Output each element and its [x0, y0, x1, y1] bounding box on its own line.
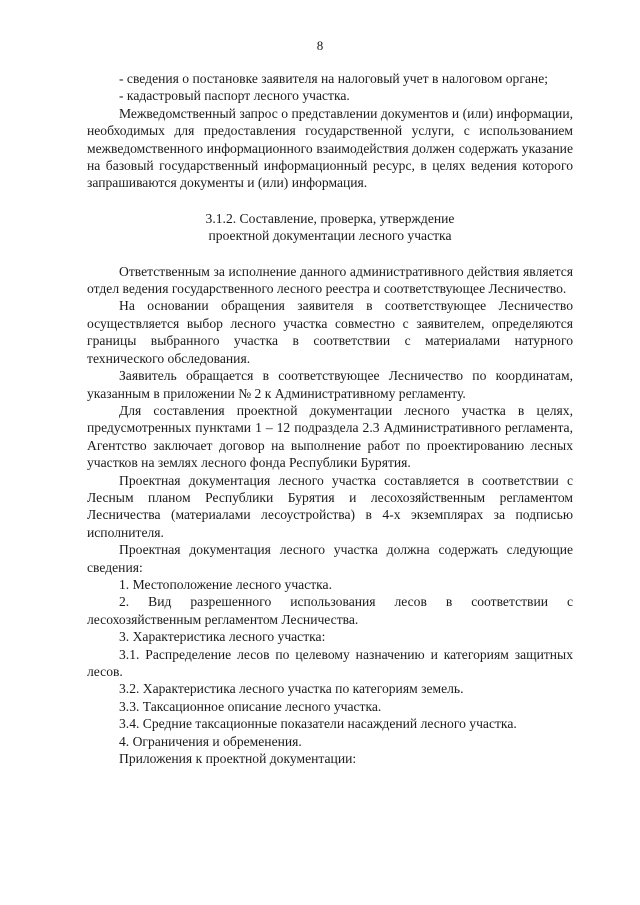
- paragraph: Приложения к проектной документации:: [119, 751, 357, 767]
- paragraph: - кадастровый паспорт лесного участка.: [119, 88, 350, 104]
- paragraph: Межведомственный запрос о представлении документов и (или) информации, необходимых для предоставления государственной услуги, с использованием межведомственного информационного взаимодействия должен содержать указание на базовый государственный информационный ресурс, в целях ведения которого запрашиваются документы и (или) информация.: [87, 105, 573, 191]
- list-item: 1. Местоположение лесного участка.: [119, 576, 332, 592]
- paragraph: Для составления проектной документации лесного участка в целях, предусмотренных пунктами 1 – 12 подраздела 2.3 Административного регламента, Агентство заключает договор на выполнение работ по проектированию лесных участков на землях лесного фонда Республики Бурятия.: [87, 402, 573, 471]
- paragraph: Ответственным за исполнение данного административного действия является отдел ведения государственного лесного реестра и соответствующее Лесничество.: [87, 263, 573, 297]
- list-item: 3.2. Характеристика лесного участка по категориям земель.: [119, 681, 464, 697]
- document-body: [87, 70, 573, 767]
- list-item: 3.1. Распределение лесов по целевому назначению и категориям защитных лесов.: [87, 646, 573, 679]
- page-number: 8: [316, 38, 324, 53]
- list-item: 2. Вид разрешенного использования лесов в соответствии с лесохозяйственным регламентом Лесничества.: [87, 594, 573, 627]
- section-heading-line: проектной документации лесного участка: [208, 228, 452, 244]
- paragraph: Проектная документация лесного участка составляется в соответствии с Лесным планом Республики Бурятия и лесохозяйственным регламентом Лесничества (материалами лесоустройства) в 4-х экземплярах за подписью исполнителя.: [87, 472, 573, 540]
- list-item: 4. Ограничения и обременения.: [119, 733, 302, 749]
- paragraph: Проектная документация лесного участка должна содержать следующие сведения:: [87, 542, 573, 575]
- section-heading: [87, 210, 573, 245]
- list-item: 3.4. Средние таксационные показатели насаждений лесного участка.: [119, 716, 517, 732]
- list-item: 3. Характеристика лесного участка:: [119, 629, 326, 645]
- list-item: 3.3. Таксационное описание лесного участка.: [119, 698, 382, 714]
- paragraph: Заявитель обращается в соответствующее Лесничество по координатам, указанным в приложении № 2 к Административному регламенту.: [87, 368, 573, 401]
- paragraph: - сведения о постановке заявителя на налоговый учет в налоговом органе;: [119, 71, 549, 86]
- paragraph: На основании обращения заявителя в соответствующее Лесничество осуществляется выбор лесного участка совместно с заявителем, определяются границы выбранного участка в соответствии с материалами натурного технического обследования.: [87, 298, 573, 366]
- section-heading-line: 3.1.2. Составление, проверка, утверждение: [205, 210, 455, 226]
